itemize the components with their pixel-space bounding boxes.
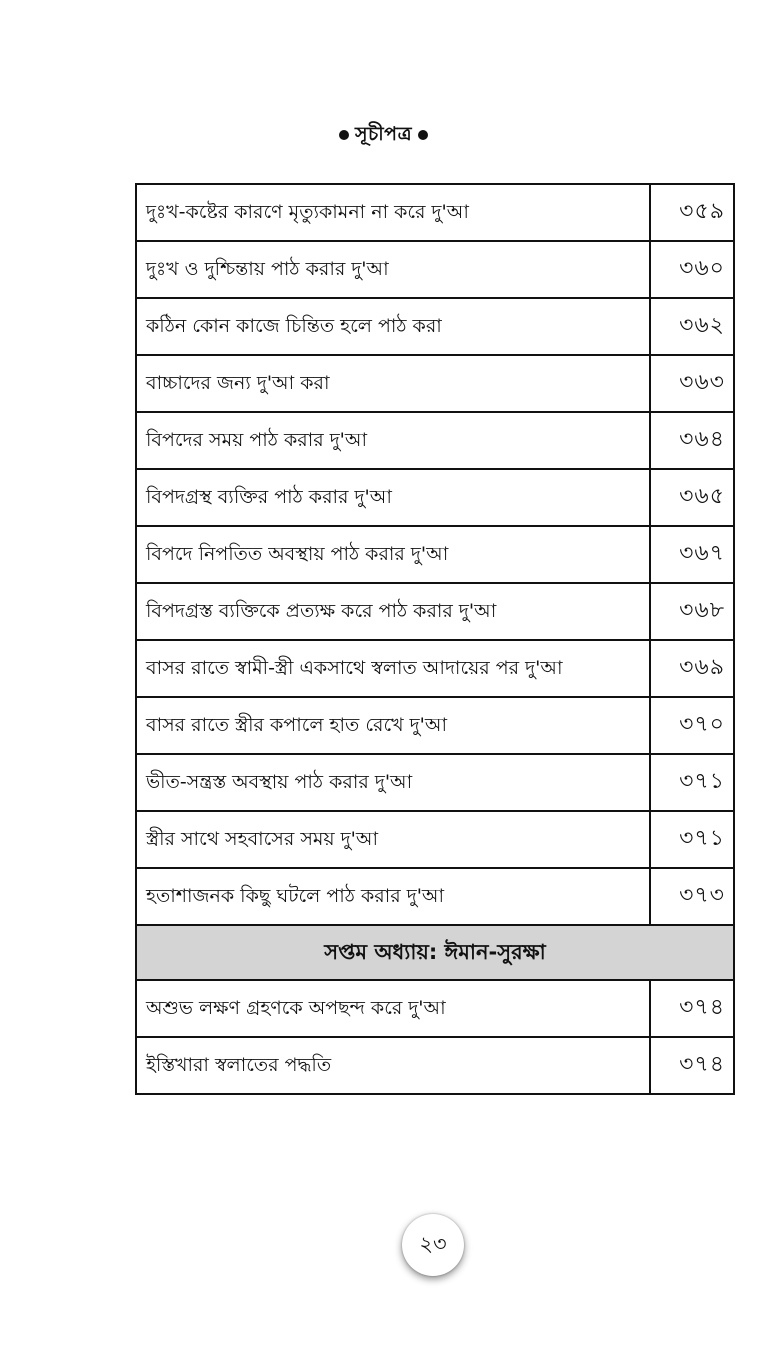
entry-title: স্ত্রীর সাথে সহবাসের সময় দু'আ [136, 811, 650, 868]
entry-title: দুঃখ ও দুশ্চিন্তায় পাঠ করার দু'আ [136, 241, 650, 298]
entry-page: ৩৬৭ [650, 526, 734, 583]
entry-page: ৩৬৯ [650, 640, 734, 697]
entry-page: ৩৬৫ [650, 469, 734, 526]
entry-page: ৩৭৪ [650, 1037, 734, 1094]
entry-page: ৩৭৩ [650, 868, 734, 925]
entry-title: বাসর রাতে স্ত্রীর কপালে হাত রেখে দু'আ [136, 697, 650, 754]
entry-page: ৩৭৪ [650, 980, 734, 1037]
header-title: সূচীপত্র [354, 123, 413, 145]
page-header [0, 120, 767, 152]
table-row [136, 526, 734, 583]
entry-title: বিপদে নিপতিত অবস্থায় পাঠ করার দু'আ [136, 526, 650, 583]
entry-page: ৩৫৯ [650, 184, 734, 241]
table-row [136, 754, 734, 811]
entry-title: কঠিন কোন কাজে চিন্তিত হলে পাঠ করা [136, 298, 650, 355]
entry-page: ৩৬৩ [650, 355, 734, 412]
entry-title: বিপদগ্রস্ত ব্যক্তিকে প্রত্যক্ষ করে পাঠ করার দু'আ [136, 583, 650, 640]
table-row [136, 241, 734, 298]
entry-title: বাচ্চাদের জন্য দু'আ করা [136, 355, 650, 412]
chapter-heading: সপ্তম অধ্যায়: ঈমান-সুরক্ষা [136, 925, 734, 980]
chapter-heading-row [136, 925, 734, 980]
table-row [136, 298, 734, 355]
bullet-dot-left [339, 130, 349, 140]
entry-page: ৩৭১ [650, 811, 734, 868]
entry-title: অশুভ লক্ষণ গ্রহণকে অপছন্দ করে দু'আ [136, 980, 650, 1037]
entry-title: বিপদগ্রস্থ ব্যক্তির পাঠ করার দু'আ [136, 469, 650, 526]
entry-title: দুঃখ-কষ্টের কারণে মৃত্যুকামনা না করে দু'আ [136, 184, 650, 241]
page-number: ২৩ [419, 1231, 447, 1256]
entry-page: ৩৭০ [650, 697, 734, 754]
entry-title: হতাশাজনক কিছু ঘটলে পাঠ করার দু'আ [136, 868, 650, 925]
table-row [136, 640, 734, 697]
table-row [136, 412, 734, 469]
entry-title: বাসর রাতে স্বামী-স্ত্রী একসাথে স্বলাত আদায়ের পর দু'আ [136, 640, 650, 697]
bullet-dot-right [418, 130, 428, 140]
table-row [136, 469, 734, 526]
table-row [136, 868, 734, 925]
entry-page: ৩৬০ [650, 241, 734, 298]
entry-page: ৩৭১ [650, 754, 734, 811]
page-number-badge [402, 1214, 464, 1276]
table-row [136, 1037, 734, 1094]
entry-title: ভীত-সন্ত্রস্ত অবস্থায় পাঠ করার দু'আ [136, 754, 650, 811]
entry-page: ৩৬৪ [650, 412, 734, 469]
table-of-contents [135, 183, 735, 1095]
table-row [136, 811, 734, 868]
entry-page: ৩৬৮ [650, 583, 734, 640]
table-row [136, 980, 734, 1037]
entry-page: ৩৬২ [650, 298, 734, 355]
table-row [136, 583, 734, 640]
entry-title: ইস্তিখারা স্বলাতের পদ্ধতি [136, 1037, 650, 1094]
table-row [136, 697, 734, 754]
table-row [136, 355, 734, 412]
entry-title: বিপদের সময় পাঠ করার দু'আ [136, 412, 650, 469]
table-row [136, 184, 734, 241]
